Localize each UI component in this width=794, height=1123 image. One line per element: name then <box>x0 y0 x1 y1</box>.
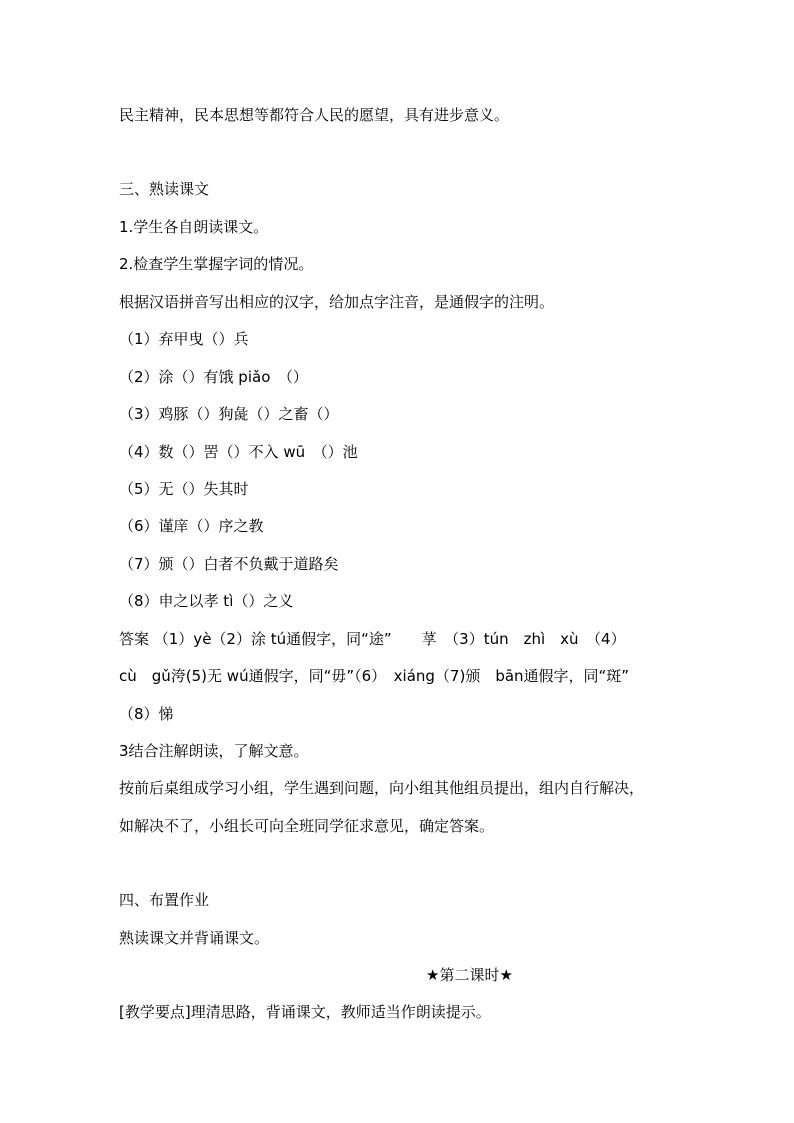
exercise-item-7: （7）颁（）白者不负戴于道路矣 <box>119 555 339 573</box>
exercise-item-1: （1）弃甲曳（）兵 <box>119 330 249 348</box>
exercise-item-8: （8）申之以孝 tì（）之义 <box>119 592 294 610</box>
section-heading-homework: 四、布置作业 <box>119 891 210 909</box>
text-line-instructions: 根据汉语拼音写出相应的汉字，给加点字注音，是通假字的注明。 <box>119 293 555 311</box>
exercise-item-5: （5）无（）失其时 <box>119 480 249 498</box>
exercise-item-6: （6）谨庠（）序之教 <box>119 517 264 535</box>
section-heading-read-text: 三、熟读课文 <box>119 180 210 198</box>
text-line-annotate-read: 3结合注解朗读，了解文意。 <box>119 742 309 760</box>
text-line-recite: 熟读课文并背诵课文。 <box>119 929 270 947</box>
exercise-item-2: （2）涂（）有饿 piǎo （） <box>119 368 308 386</box>
text-line-democracy: 民主精神，民本思想等都符合人民的愿望，具有进步意义。 <box>119 106 510 124</box>
answer-line-2: cù gǔ洿(5)无 wú通假字，同“毋”（6） xiáng（7)颁 bān通假字，同“斑” <box>119 667 630 685</box>
text-line-check-words: 2.检查学生掌握字词的情况。 <box>119 255 314 273</box>
answer-line-3: （8）悌 <box>119 705 174 723</box>
lesson-two-heading: ★第二课时★ <box>426 966 513 984</box>
text-line-group-leader: 如解决不了，小组长可向全班同学征求意见，确定答案。 <box>119 817 495 835</box>
answer-line-1: 答案 （1）yè（2）涂 tú通假字，同“途” 莩 （3）tún zhì xù （4） <box>119 630 626 648</box>
exercise-item-3: （3）鸡豚（）狗彘（）之畜（） <box>119 405 339 423</box>
exercise-item-4: （4）数（）罟（）不入 wū （）池 <box>119 443 358 461</box>
text-line-group-study: 按前后桌组成学习小组，学生遇到问题，向小组其他组员提出，组内自行解决， <box>119 779 645 797</box>
text-line-student-read: 1.学生各自朗读课文。 <box>119 218 269 236</box>
text-line-teaching-points: [教学要点]理清思路，背诵课文，教师适当作朗读提示。 <box>119 1003 491 1021</box>
